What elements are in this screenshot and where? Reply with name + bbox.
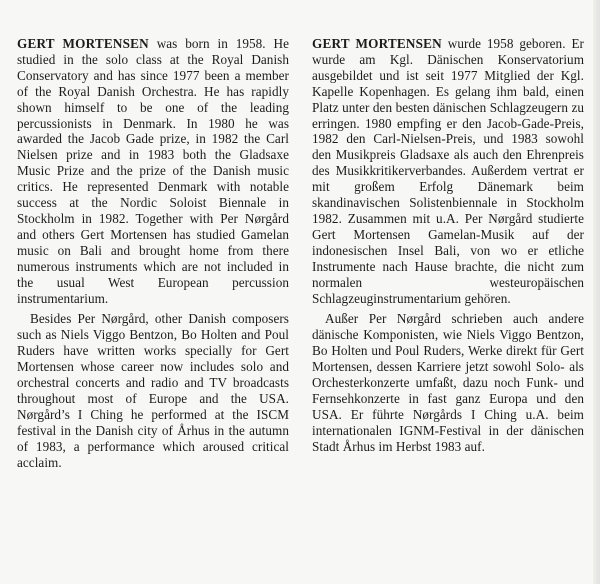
german-paragraph-2: Außer Per Nørgård schrieben auch andere dänische Komponisten, wie Niels Viggo Bentzon, Bo Holten und Poul Ruders, Werke direkt für Gert Mortensen, dessen Karriere jetzt sowohl Solo- als Orchesterkonzerte umfaßt, dazu noch Funk- und Fernsehkonzerte in fast ganz Europa und den USA. Er führte Nørgårds I Ching u.A. beim internationalen IGNM-Festival in der dänischen Stadt Århus im Herbst 1983 auf.	[312, 311, 584, 454]
german-artist-name: GERT MORTENSEN	[312, 36, 442, 51]
german-paragraph-1	[312, 36, 584, 306]
english-column	[17, 36, 289, 475]
german-column	[312, 36, 584, 460]
english-paragraph-1-text: was born in 1958. He studied in the solo class at the Royal Danish Conservatory and has since 1977 been a member of the Royal Danish Orchestra. He has rapidly shown himself to be one of the leading percussionists in Denmark. In 1980 he was awarded the Jacob Gade prize, in 1982 the Carl Nielsen prize and in 1983 both the Gladsaxe Music Prize and the prize of the Danish music critics. He represented Denmark with notable success at the Nordic Soloist Biennale in Stockholm in 1982. Together with Per Nørgård and others Gert Mortensen has studied Gamelan music on Bali and brought home from there numerous instruments which are not included in the usual West European percussion instrumentarium.	[17, 36, 289, 306]
german-paragraph-1-text: wurde 1958 geboren. Er wurde am Kgl. Dänischen Konservatorium ausgebildet und ist seit 1977 Mitglied der Kgl. Kapelle Kopenhagen. Es gelang ihm bald, einen Platz unter den besten dänischen Schlagzeugern zu erringen. 1980 empfing er den Jacob-Gade-Preis, 1982 den Carl-Nielsen-Preis, und 1983 sowohl den Musikpreis Gladsaxe als auch den Ehrenpreis des Musikkritikerverbandes. Außerdem vertrat er mit großem Erfolg Dänemark beim skandinavischen Solistenbiennale in Stockholm 1982. Zusammen mit u.A. Per Nørgård studierte Gert Mortensen Gamelan-Musik auf der indonesischen Insel Bali, von wo er etliche Instrumente nach Hause brachte, die nicht zum normalen westeuropäischen Schlagzeuginstrumentarium gehören.	[312, 36, 584, 306]
english-paragraph-2: Besides Per Nørgård, other Danish composers such as Niels Viggo Bentzon, Bo Holten and Poul Ruders have written works specially for Gert Mortensen whose career now includes solo and orchestral concerts and radio and TV broadcasts throughout most of Europe and the USA. Nørgård’s I Ching he performed at the ISCM festival in the Danish city of Århus in the autumn of 1983, a performance which aroused critical acclaim.	[17, 311, 289, 470]
english-artist-name: GERT MORTENSEN	[17, 36, 149, 51]
english-paragraph-1	[17, 36, 289, 306]
scan-edge	[593, 0, 600, 584]
